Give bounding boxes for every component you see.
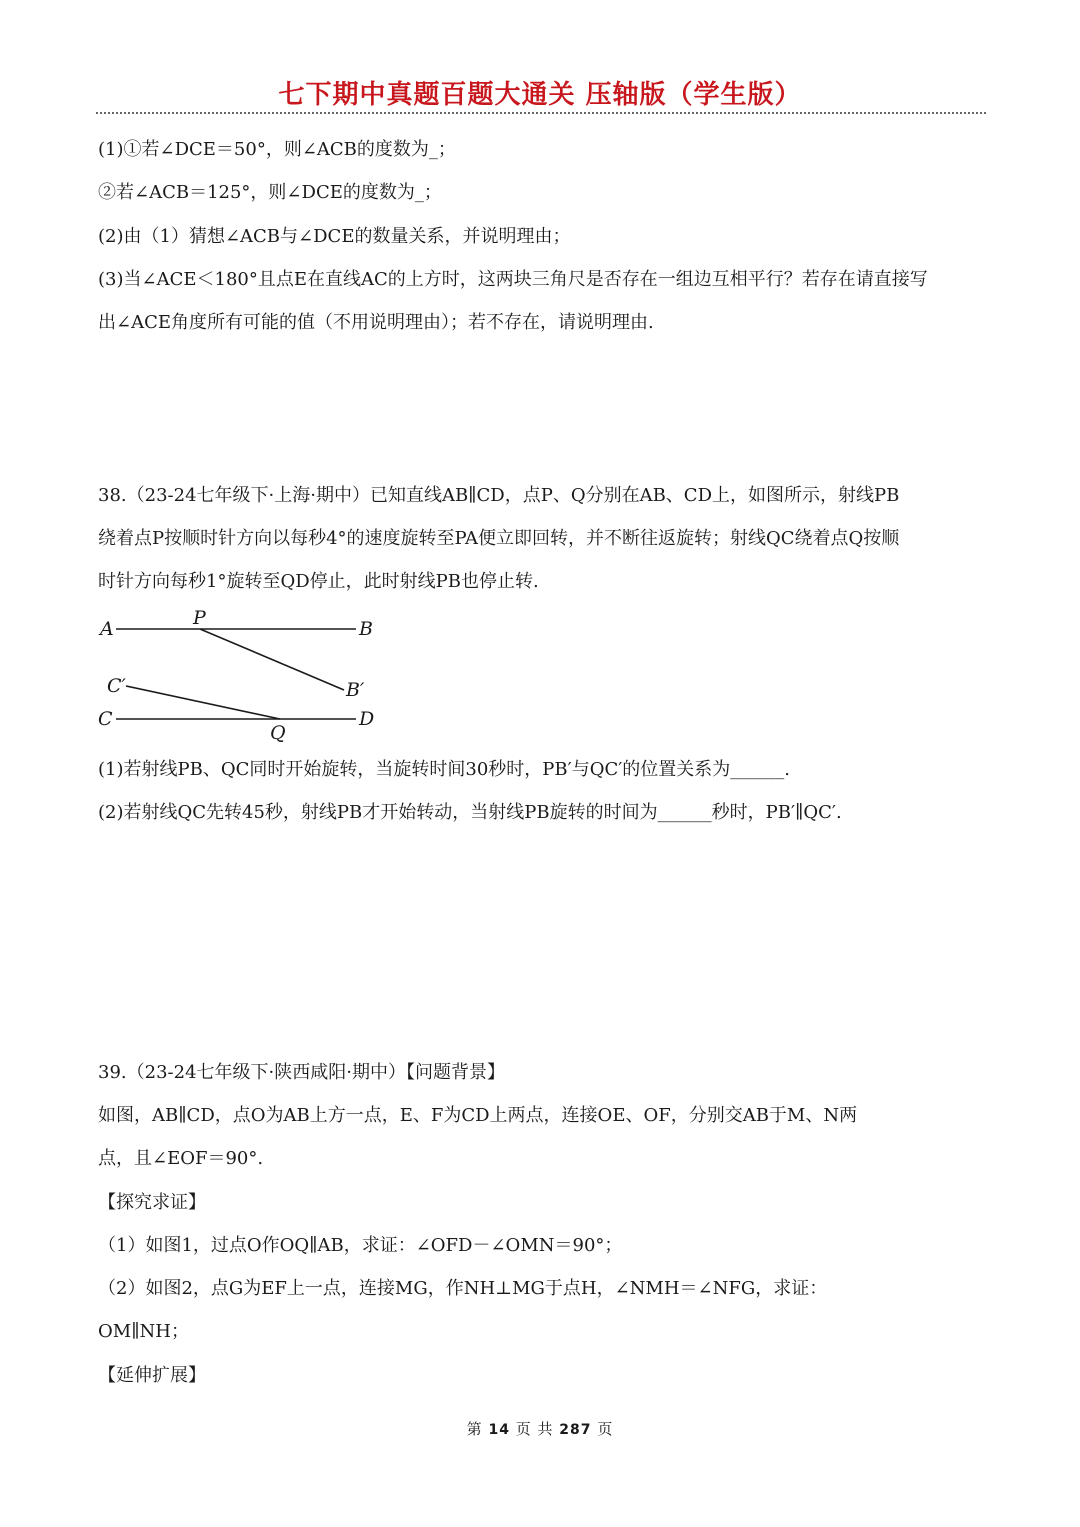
q38-stem-line3: 时针方向每秒1°旋转至QD停止，此时射线PB也停止转. xyxy=(98,571,539,592)
q38-sub2: (2)若射线QC先转45秒，射线PB才开始转动，当射线PB旋转的时间为______秒时，PB′∥QC′. xyxy=(98,802,842,823)
label-p: P xyxy=(193,608,206,629)
q39-stem-line1: 39.（23-24七年级下·陕西咸阳·期中）【问题背景】 xyxy=(98,1062,505,1083)
page-footer xyxy=(0,1418,1080,1439)
q39-stem-line2: 如图，AB∥CD，点O为AB上方一点，E、F为CD上两点，连接OE、OF，分别交AB于M、N两 xyxy=(98,1105,858,1126)
q38-figure xyxy=(92,608,392,748)
label-c: C xyxy=(98,708,113,730)
q39-section-explore: 【探究求证】 xyxy=(98,1192,206,1213)
q37-part3-a: (3)当∠ACE＜180°且点E在直线AC的上方时，这两块三角尺是否存在一组边互相平行？若存在请直接写 xyxy=(98,269,928,290)
label-a: A xyxy=(100,618,114,640)
current-page-number: 14 xyxy=(488,1422,510,1438)
q37-part1-b: ②若∠ACB＝125°，则∠DCE的度数为_； xyxy=(98,182,442,203)
document-header-title: 七下期中真题百题大通关 压轴版（学生版） xyxy=(278,80,802,110)
q38-stem-line1: 38.（23-24七年级下·上海·期中）已知直线AB∥CD，点P、Q分别在AB、CD上，如图所示，射线PB xyxy=(98,485,900,506)
header-divider xyxy=(96,112,986,114)
q39-section-extend: 【延伸扩展】 xyxy=(98,1365,206,1386)
label-b: B xyxy=(359,618,373,640)
q39-stem-line3: 点，且∠EOF＝90°. xyxy=(98,1148,264,1169)
label-b-prime: B′ xyxy=(346,679,365,701)
label-c-prime: C′ xyxy=(107,675,126,697)
q39-sub2-a: （2）如图2，点G为EF上一点，连接MG，作NH⊥MG于点H，∠NMH＝∠NFG，求证： xyxy=(98,1278,828,1299)
q37-part1-a: (1)①若∠DCE＝50°，则∠ACB的度数为_； xyxy=(98,139,456,160)
q39-sub2-b: OM∥NH； xyxy=(98,1321,189,1342)
label-q: Q xyxy=(270,722,286,744)
footer-mid: 页 共 xyxy=(515,1420,554,1438)
footer-prefix: 第 xyxy=(466,1420,483,1438)
q37-part2: (2)由（1）猜想∠ACB与∠DCE的数量关系，并说明理由； xyxy=(98,226,571,247)
ray-qc-prime xyxy=(126,686,280,719)
q39-sub1: （1）如图1，过点O作OQ∥AB，求证：∠OFD－∠OMN＝90°； xyxy=(98,1235,623,1256)
ray-pb-prime xyxy=(200,629,344,690)
q38-sub1: (1)若射线PB、QC同时开始旋转，当旋转时间30秒时，PB′与QC′的位置关系为______. xyxy=(98,759,791,780)
label-d: D xyxy=(359,708,375,730)
q38-stem-line2: 绕着点P按顺时针方向以每秒4°的速度旋转至PA便立即回转，并不断往返旋转；射线QC绕着点Q按顺 xyxy=(98,528,900,549)
footer-suffix: 页 xyxy=(597,1420,614,1438)
total-page-count: 287 xyxy=(559,1422,592,1438)
q37-part3-b: 出∠ACE角度所有可能的值（不用说明理由）；若不存在，请说明理由. xyxy=(98,312,654,333)
